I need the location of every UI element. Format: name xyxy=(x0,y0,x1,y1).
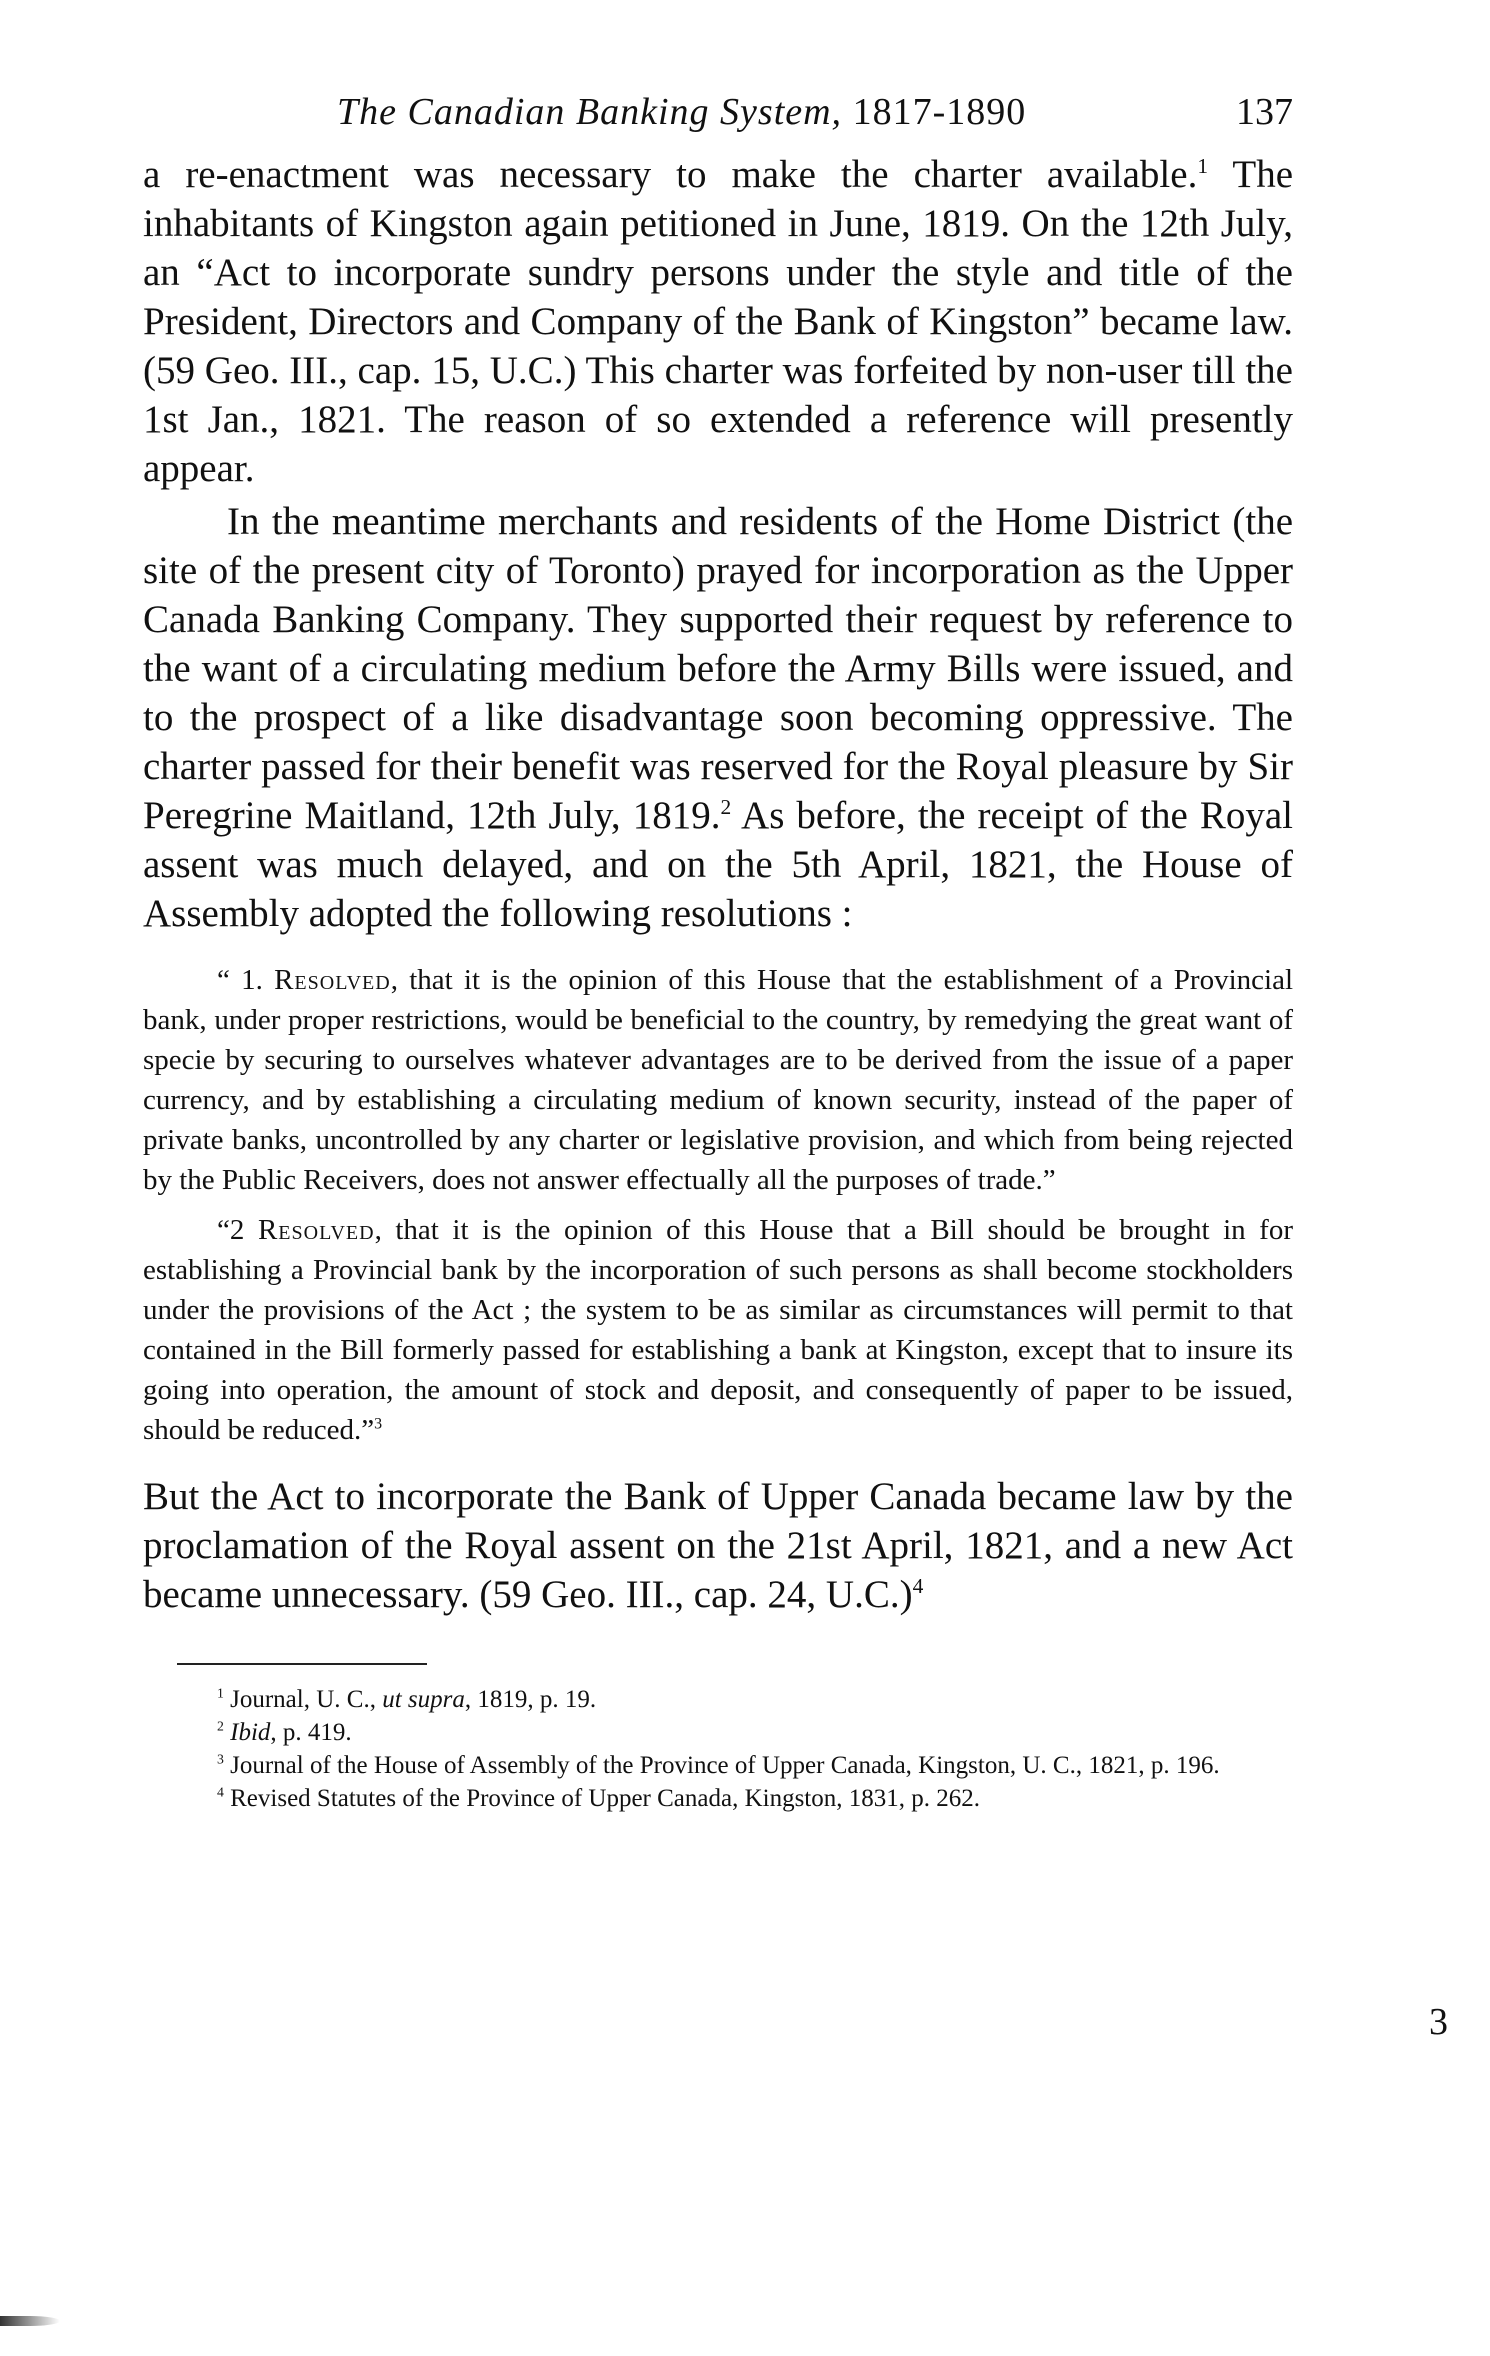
footnote-ref-4: 4 xyxy=(912,1574,924,1598)
footnote-ref-2: 2 xyxy=(720,795,732,819)
resolution-2-number: “2 xyxy=(217,1214,258,1246)
page-number: 137 xyxy=(1236,91,1293,133)
footnote-divider xyxy=(177,1663,427,1665)
footnote-ref-1: 1 xyxy=(1197,154,1209,178)
footnote-2 xyxy=(143,1716,1293,1749)
paragraph-3-text: But the Act to incorporate the Bank of Upper Canada became law by the proclamation of the Royal assent on the 21st April, 1821, and a new Act became unnecessary. (59 Geo. III., cap. 24, U.C.) xyxy=(143,1475,1293,1616)
scan-edge-shadow xyxy=(0,2316,60,2326)
paragraph-1-start: a re-enactment was necessary to make the charter available. xyxy=(143,153,1198,196)
footnote-1-italic: ut supra xyxy=(382,1686,465,1713)
footnote-1 xyxy=(143,1683,1293,1716)
footnote-4 xyxy=(143,1782,1293,1815)
footnote-3-number: 3 xyxy=(217,1751,224,1767)
resolution-1-number: “ 1. xyxy=(217,964,275,996)
resolution-2-text: , that it is the opinion of this House that a Bill should be brought in for establishing a Provincial bank by the incorporation of such persons as shall become stockholders under the provisions of the Act ; the system to be as similar as circumstances will permit to that contained in the Bill formerly passed for establishing a bank at Kingston, except that to insure its going into operation, the amount of stock and deposit, and consequently of paper to be issued, should be reduced.” xyxy=(143,1214,1293,1446)
resolution-1 xyxy=(143,960,1293,1200)
running-title xyxy=(337,90,1026,134)
footnote-3 xyxy=(143,1749,1293,1782)
footnote-4-text: Revised Statutes of the Province of Upper Canada, Kingston, 1831, p. 262. xyxy=(223,1785,981,1812)
paragraph-2-start: In the meantime merchants and residents of the Home District (the site of the present city of Toronto) prayed for incorporation as the Upper Canada Banking Company. They supported their request by reference to the want of a circulating medium before the Army Bills were issued, and to the prospect of a like disadvantage soon becoming oppressive. The charter passed for their benefit was reserved for the Royal pleasure by Sir Peregrine Maitland, 12th July, 1819. xyxy=(143,500,1293,837)
resolution-2 xyxy=(143,1210,1293,1450)
footnotes xyxy=(143,1683,1293,1815)
footnote-1-number: 1 xyxy=(217,1685,224,1701)
footnote-2-number: 2 xyxy=(217,1718,224,1734)
paragraph-2-rest: As before, the receipt of the Royal assent was much delayed, and on the 5th April, 1821, the House of Assembly adopted the following resolutions : xyxy=(143,794,1293,935)
running-title-italic: The Canadian Banking System, xyxy=(337,91,843,133)
resolution-2-keyword: Resolved xyxy=(257,1214,375,1246)
resolution-1-keyword: Resolved xyxy=(274,964,391,996)
paragraph-3 xyxy=(143,1472,1293,1619)
book-page xyxy=(143,80,1293,1815)
footnote-2-italic: Ibid xyxy=(230,1719,271,1746)
footnote-2-text: , p. 419. xyxy=(270,1719,352,1746)
running-header xyxy=(143,80,1293,150)
paragraph-2 xyxy=(143,497,1293,938)
footnote-1-text-a: Journal, U. C., xyxy=(223,1686,383,1713)
footnote-1-text-b: , 1819, p. 19. xyxy=(464,1686,597,1713)
paragraph-1-rest: The inhabitants of Kingston again petitioned in June, 1819. On the 12th July, an “Act to incorporate sundry persons under the style and title of the President, Directors and Company of the Bank of Kingston” became law. (59 Geo. III., cap. 15, U.C.) This charter was forfeited by non-user till the 1st Jan., 1821. The reason of so extended a reference will presently appear. xyxy=(143,153,1294,490)
footnote-3-text: Journal of the House of Assembly of the Province of Upper Canada, Kingston, U. C., 1821, p. 196. xyxy=(223,1752,1220,1779)
resolutions-quote xyxy=(143,960,1293,1450)
resolution-1-text: , that it is the opinion of this House that the establishment of a Provincial bank, under proper restrictions, would be beneficial to the country, by remedying the great want of specie by securing to ourselves whatever advantages are to be derived from the issue of a paper currency, and by establishing a circulating medium of known security, instead of the paper of private banks, uncontrolled by any charter or legislative provision, and which from being rejected by the Public Receivers, does not answer effectually all the purposes of trade.” xyxy=(143,964,1293,1196)
footnote-ref-3: 3 xyxy=(374,1415,383,1433)
paragraph-1 xyxy=(143,150,1293,493)
running-title-years: 1817-1890 xyxy=(852,91,1027,133)
signature-mark: 3 xyxy=(1429,2001,1448,2043)
footnote-4-number: 4 xyxy=(217,1784,224,1800)
